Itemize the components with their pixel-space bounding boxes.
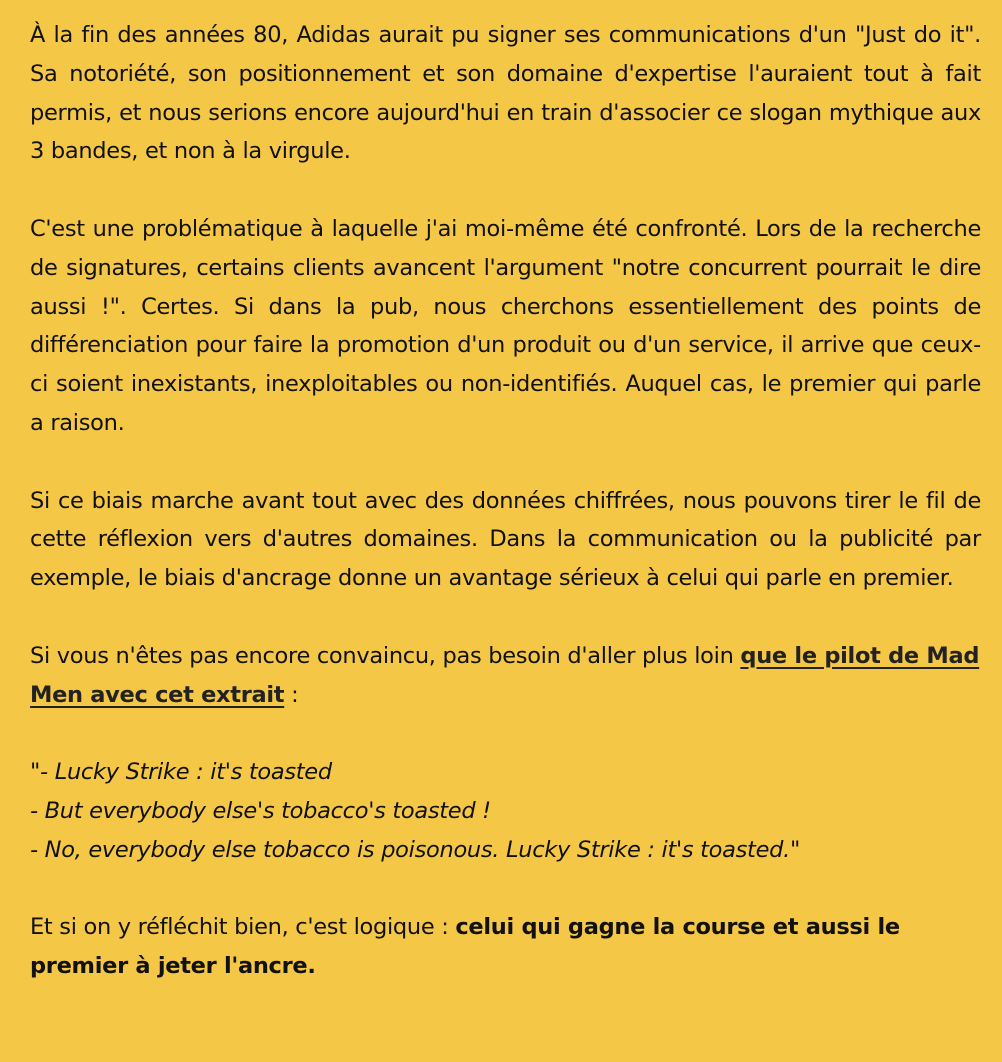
- paragraph-conclusion: [30, 908, 981, 986]
- paragraph-biais-ancrage: Si ce biais marche avant tout avec des données chiffrées, nous pouvons tirer le fil de cette réflexion vers d'autres domaines. Dans la communication ou la publicité par exemple, le biais d'ancrage donne un avantage sérieux à celui qui parle en premier.: [30, 487, 981, 592]
- quote-line: "- Lucky Strike : it's toasted: [30, 759, 332, 786]
- quote-line: - No, everybody else tobacco is poisonous. Lucky Strike : it's toasted.": [30, 836, 800, 863]
- paragraph-mad-men: [30, 637, 981, 715]
- conclusion-bold: celui qui gagne la course et aussi le premier à jeter l'ancre.: [30, 914, 900, 980]
- mad-men-suffix: :: [284, 681, 299, 708]
- paragraph-problematique: C'est une problématique à laquelle j'ai moi-même été confronté. Lors de la recherche de signatures, certains clients avancent l'argument "notre concurrent pourrait le dire aussi !". Certes. Si dans la pub, nous cherchons essentiellement des points de différenciation pour faire la promotion d'un produit ou d'un service, il arrive que ceux-ci soient inexistants, inexploitables ou non-identifiés. Auquel cas, le premier qui parle a raison.: [30, 215, 981, 436]
- mad-men-intro: Si vous n'êtes pas encore convaincu, pas besoin d'aller plus loin: [30, 642, 741, 669]
- conclusion-intro: Et si on y réfléchit bien, c'est logique :: [30, 914, 456, 941]
- mad-men-pilot-link[interactable]: que le pilot de Mad Men avec cet extrait: [30, 642, 980, 708]
- paragraph-just-do-it: À la fin des années 80, Adidas aurait pu signer ses communications d'un "Just do it". Sa notoriété, son positionnement et son domaine d'expertise l'auraient tout à fait permis, et nous serions encore aujourd'hui en train d'associer ce slogan mythique aux 3 bandes, et non à la virgule.: [30, 22, 981, 165]
- lucky-strike-quote: [30, 753, 981, 869]
- article-body: [30, 16, 981, 1025]
- quote-line: - But everybody else's tobacco's toasted !: [30, 797, 491, 824]
